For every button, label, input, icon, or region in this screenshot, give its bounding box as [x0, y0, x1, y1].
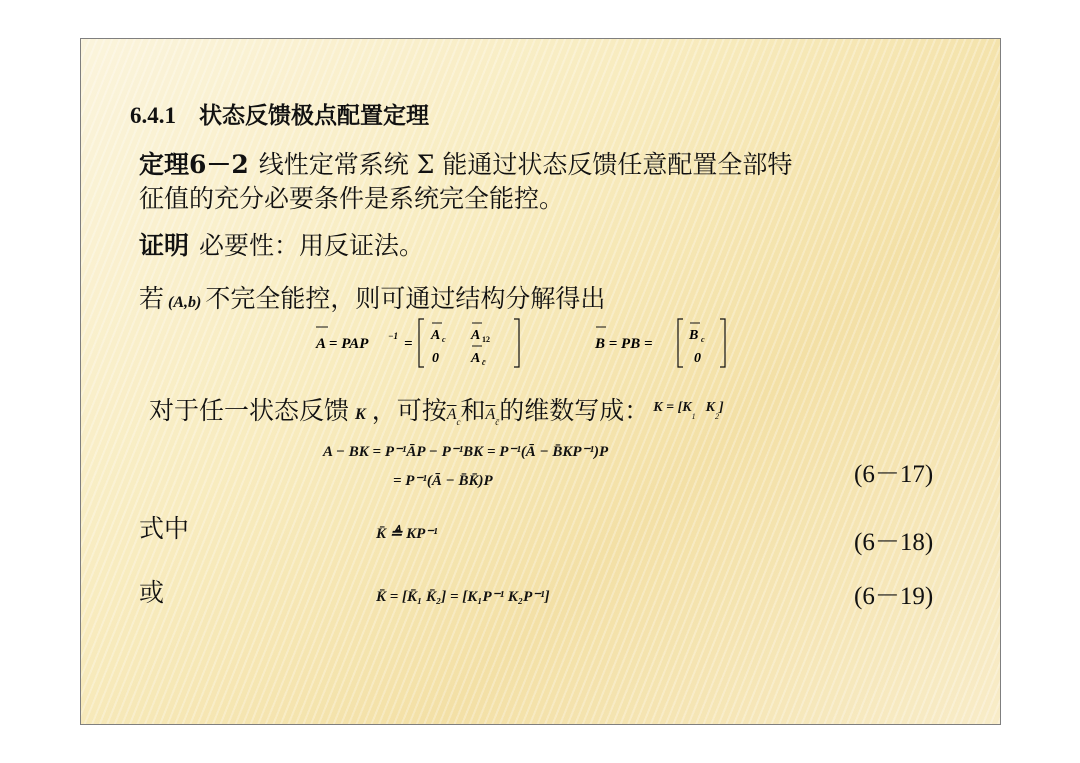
eq19-expr: K̄ = [K̄₁ K̄₂] = [K₁P⁻¹ K₂P⁻¹] [376, 589, 550, 605]
kpart-sub2: 2 [714, 412, 719, 421]
eq18-expr: K̄ ≜ KP⁻¹ [376, 526, 438, 542]
duiyu-text-b: ，可按 [371, 396, 447, 425]
slide [80, 38, 1001, 725]
ruo-prefix: 若 [139, 284, 165, 313]
abar-m11-sub: c [442, 335, 446, 344]
bbar-m1-sub: c [701, 335, 705, 344]
matrix-equations [306, 313, 736, 373]
eq17-line1: A − BK = P⁻¹ĀP − P⁻¹BK = P⁻¹(Ā − B̄KP⁻¹)P [323, 444, 609, 460]
theorem-text-line1: 线性定常系统 Σ 能通过状态反馈任意配置全部特 [258, 150, 793, 179]
abar-sup: −1 [388, 331, 398, 341]
eq18-label: 式中 [139, 514, 190, 543]
abar-eq: = [404, 336, 413, 352]
k-symbol: K [355, 406, 366, 423]
kpart-rbracket: ] [718, 400, 724, 415]
duiyu-text-a: 对于任一状态反馈 [149, 396, 350, 425]
abar-m11: A [431, 328, 441, 343]
ruo-line [139, 279, 605, 315]
ac-symbol: $\overline{A}$ [446, 406, 457, 423]
abar-m12-sub: 12 [482, 335, 490, 344]
eq19-number: (6－19) [854, 583, 934, 610]
proof-line [139, 226, 424, 262]
abar-lhs: A = PAP [316, 336, 369, 352]
abar-m12: A [471, 328, 481, 343]
theorem-line-1 [139, 145, 792, 181]
proof-label: 证明 [139, 231, 190, 260]
kpart-lhs: K = [K [653, 400, 692, 415]
abar-m22: A [471, 351, 481, 366]
bbar-m1: B [689, 328, 699, 343]
eq19-label: 或 [139, 578, 165, 607]
duiyu-line [149, 391, 724, 427]
pair-ab: (A,b) [168, 294, 202, 311]
proof-text: 必要性：用反证法。 [199, 231, 425, 260]
theorem-line-2: 征值的充分必要条件是系统完全能控。 [139, 184, 565, 213]
he-text: 和 [460, 396, 486, 425]
duiyu-text-c: 的维数写成： [499, 396, 650, 425]
eq17-number: (6－17) [854, 461, 934, 488]
kpart-sub1: 1 [691, 412, 696, 421]
section-title: 6.4.1 状态反馈极点配置定理 [130, 103, 429, 128]
theorem-label: 定理6－2 [139, 150, 249, 179]
abar-m21: 0 [432, 351, 439, 366]
bbar-bracket-right [720, 319, 725, 367]
ac-sub: c [456, 417, 461, 427]
kpart-mid: K [705, 400, 715, 415]
eq17-line2: = P⁻¹(Ā − B̄K̄)P [393, 473, 493, 489]
bbar-lhs: B = PB = [595, 336, 653, 352]
bbar-m2: 0 [694, 351, 701, 366]
abar-bracket-right [514, 319, 519, 367]
acbar-symbol: $\overline{A}$ [485, 406, 496, 423]
bbar-bracket-left [678, 319, 683, 367]
acbar-sub: c̄ [495, 417, 500, 427]
eq18-number: (6－18) [854, 529, 934, 556]
abar-bracket-left [419, 319, 424, 367]
abar-m22-sub: c̄ [482, 358, 486, 367]
ruo-text: 不完全能控，则可通过结构分解得出 [205, 284, 606, 313]
